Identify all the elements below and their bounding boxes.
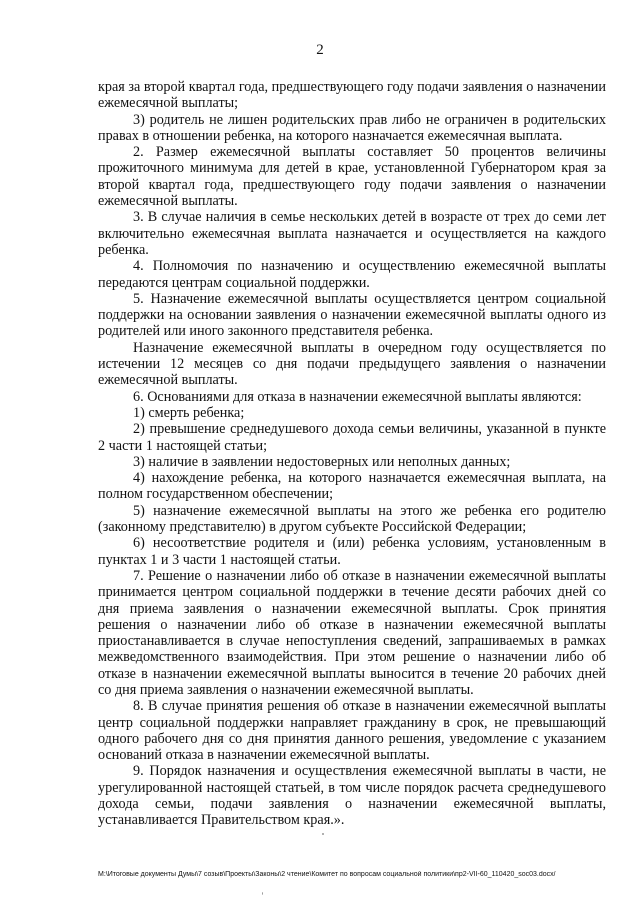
list-item: 3) наличие в заявлении недостоверных или неполных данных;: [133, 453, 511, 470]
paragraph: Назначение ежемесячной выплаты в очередном году осуществляется по истечении 12 месяцев со дня подачи предыдущего заявления о назначении ежемесячной выплаты.: [98, 339, 606, 389]
file-path-footer: M:\Итоговые документы Думы\7 созыв\Проекты\Законы\2 чтение\Комитет по вопросам социальной политики\пр2-VII-60_110420_soc03.docx/: [98, 871, 556, 878]
list-item: 6) несоответствие родителя и (или) ребенка условиям, установленным в пунктах 1 и 3 части 1 настоящей статьи.: [98, 535, 606, 568]
paragraph: края за второй квартал года, предшествующего году подачи заявления о назначении ежемесячной выплаты;: [98, 79, 606, 112]
list-item: 1) смерть ребенка;: [133, 404, 245, 421]
paragraph: 3) родитель не лишен родительских прав либо не ограничен в родительских правах в отношении ребенка, на которого назначается ежемесячная выплата.: [98, 111, 606, 144]
list-item: 5) назначение ежемесячной выплаты на этого же ребенка его родителю (законному представителю) в другом субъекте Российской Федерации;: [98, 502, 606, 536]
scan-speck: [322, 833, 324, 835]
document-body: [98, 79, 606, 829]
list-item: 2) превышение среднедушевого дохода семьи величины, указанной в пункте 2 части 1 настоящей статьи;: [98, 421, 606, 454]
list-item: 4) нахождение ребенка, на которого назначается ежемесячная выплата, на полном государственном обеспечении;: [98, 470, 606, 503]
paragraph: 7. Решение о назначении либо об отказе в назначении ежемесячной выплаты принимается центром социальной поддержки в течение десяти рабочих дней со дня приема заявления о назначении ежемесячной выплаты. Срок принятия решения о назначении либо об отказе в назначении ежемесячной выплаты приостанавливается в случае непоступления сведений, запрашиваемых в рамках межведомственного взаимодействия. При этом решение о назначении либо об отказе в назначении ежемесячной выплаты выносится в течение 20 рабочих дней со дня приема заявления о назначении ежемесячной выплаты.: [98, 567, 606, 698]
paragraph: 6. Основаниями для отказа в назначении ежемесячной выплаты являются:: [133, 388, 582, 405]
paragraph: 4. Полномочия по назначению и осуществлению ежемесячной выплаты передаются центрам социальной поддержки.: [98, 258, 606, 291]
paragraph: 5. Назначение ежемесячной выплаты осуществляется центром социальной поддержки на основании заявления о назначении ежемесячной выплаты одного из родителей или иного законного представителя ребенка.: [98, 290, 606, 340]
paragraph: 2. Размер ежемесячной выплаты составляет 50 процентов величины прожиточного минимума для детей в крае, установленной Губернатором края за второй квартал года, предшествующего году подачи заявления о назначении ежемесячной выплаты.: [98, 144, 606, 210]
scan-speck: [262, 892, 263, 895]
paragraph: 9. Порядок назначения и осуществления ежемесячной выплаты в части, не урегулированной настоящей статьей, в том числе порядок расчета среднедушевого дохода семьи, подачи заявления о назначении ежемесячной выплаты, устанавливается Правительством края.».: [98, 763, 606, 829]
page-number: 2: [316, 42, 324, 58]
paragraph: 8. В случае принятия решения об отказе в назначении ежемесячной выплаты центр социальной поддержки направляет гражданину в срок, не превышающий одного рабочего дня со дня принятия данного решения, уведомление с указанием оснований отказа в назначении ежемесячной выплаты.: [98, 698, 606, 764]
paragraph: 3. В случае наличия в семье нескольких детей в возрасте от трех до семи лет включительно ежемесячная выплата назначается и осуществляется на каждого ребенка.: [98, 209, 606, 258]
